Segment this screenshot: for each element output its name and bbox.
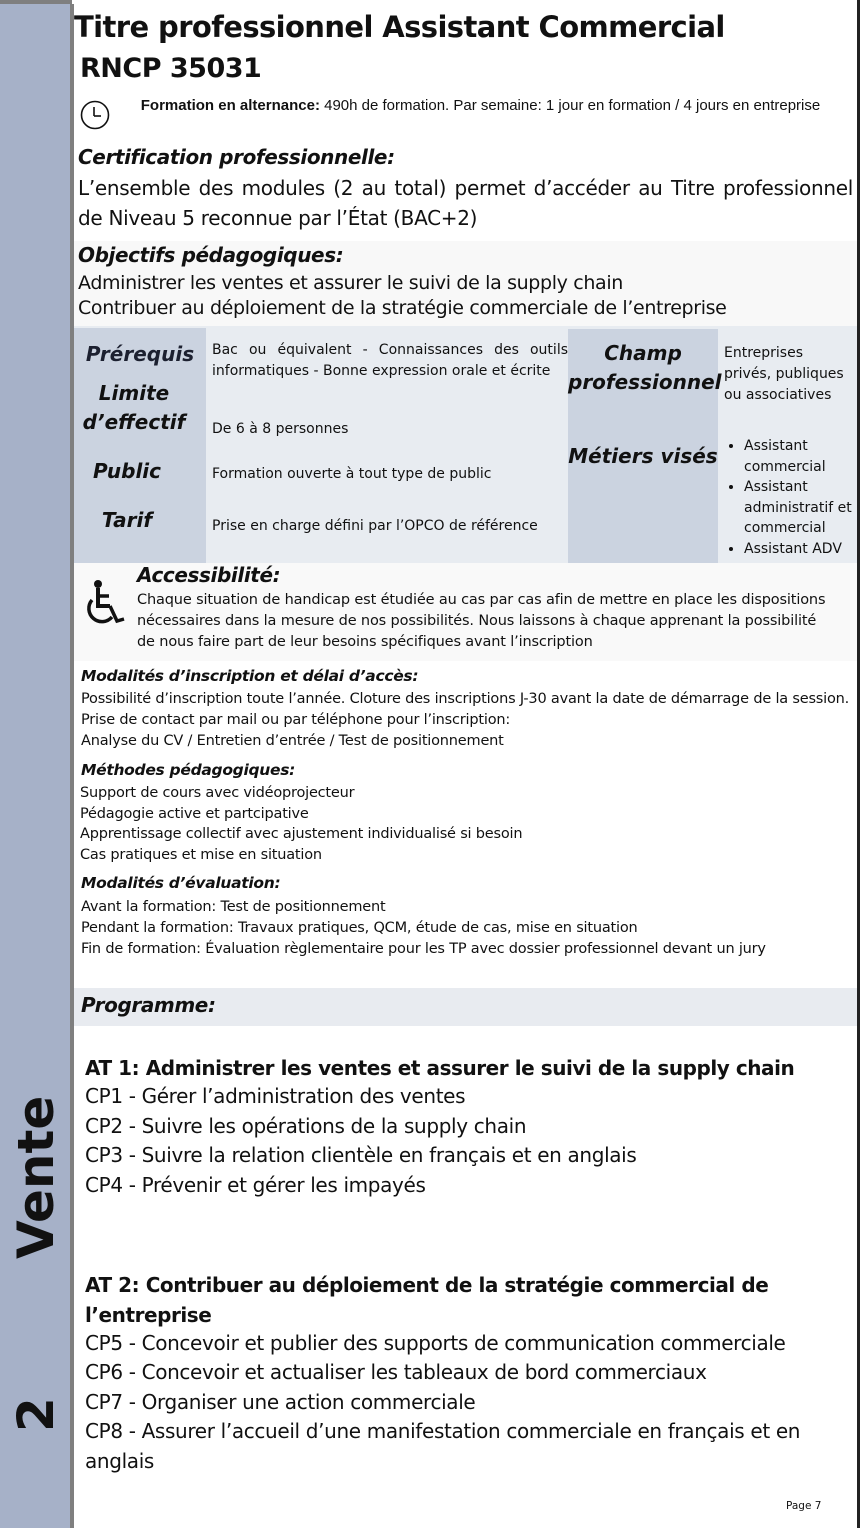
at2-title: AT 2: Contribuer au déploiement de la stratégie commercial de l’entreprise: [85, 1273, 769, 1327]
metiers-label: Métiers visés: [568, 444, 718, 468]
cp-item: CP8 - Assurer l’accueil d’une manifestation commerciale en français et en anglais: [85, 1419, 801, 1473]
accessibilite-text: Chaque situation de handicap est étudiée au cas par cas afin de mettre en place les dispositions nécessaires dans la mesure de nos possibilités. Nous laissons à chaque apprenant la possibilité de nous faire part de leur besoins spécifiques avant l’inscription: [137, 592, 826, 650]
inscription-line: Possibilité d’inscription toute l’année. Cloture des inscriptions J-30 avant la date de démarrage de la session.: [81, 691, 850, 707]
sidebar-label: Vente: [7, 1095, 65, 1259]
alternance-text: 490h de formation. Par semaine: 1 jour en formation / 4 jours en entreprise: [319, 97, 821, 114]
inscription-line: Prise de contact par mail ou par téléphone pour l’inscription:: [81, 712, 511, 728]
champ-value: Entreprises privés, publiques ou associatives: [724, 345, 844, 403]
limite-value: De 6 à 8 personnes: [212, 421, 349, 437]
accessibilite-heading: Accessibilité:: [137, 563, 281, 587]
champ-label-line2: professionnel: [568, 370, 722, 394]
page-number: Page 7: [786, 1500, 822, 1512]
metier-item: • Assistant commercial: [744, 436, 854, 477]
metier-item: • Assistant ADV: [744, 539, 854, 560]
methodes-heading: Méthodes pédagogiques:: [81, 761, 296, 779]
sidebar-band: [0, 4, 74, 1528]
clock-icon: [80, 100, 110, 130]
inscription-line: Analyse du CV / Entretien d’entrée / Test de positionnement: [81, 733, 504, 749]
inscription-heading: Modalités d’inscription et délai d’accès:: [81, 667, 419, 685]
objectif-item: Contribuer au déploiement de la stratégie commerciale de l’entreprise: [78, 297, 727, 319]
cp-item: CP7 - Organiser une action commerciale: [85, 1390, 476, 1414]
objectif-item: Administrer les ventes et assurer le suivi de la supply chain: [78, 272, 623, 294]
evaluation-heading: Modalités d’évaluation:: [81, 874, 281, 892]
cp-item: CP6 - Concevoir et actualiser les tableaux de bord commerciaux: [85, 1360, 707, 1384]
prerequis-value: Bac ou équivalent - Connaissances des outils informatiques - Bonne expression orale et écrite: [212, 342, 568, 379]
accessibilite-section: [74, 563, 857, 661]
methode-line: Support de cours avec vidéoprojecteur: [80, 785, 355, 801]
tarif-value: Prise en charge défini par l’OPCO de référence: [212, 518, 538, 534]
evaluation-line: Fin de formation: Évaluation règlementaire pour les TP avec dossier professionnel devant un jury: [81, 941, 766, 957]
programme-bar: [74, 988, 857, 1026]
objectifs-heading: Objectifs pédagogiques:: [78, 243, 344, 267]
info-table: [74, 326, 857, 563]
cp-item: CP4 - Prévenir et gérer les impayés: [85, 1173, 426, 1197]
limite-label-line2: d’effectif: [82, 410, 186, 434]
objectifs-section: [74, 241, 857, 326]
prerequis-label: Prérequis: [85, 342, 195, 366]
limite-label: [74, 379, 194, 437]
evaluation-line: Pendant la formation: Travaux pratiques, QCM, étude de cas, mise en situation: [81, 920, 638, 936]
sidebar-number: 2: [7, 1397, 65, 1432]
programme-heading: Programme:: [81, 993, 216, 1017]
cp-item: CP2 - Suivre les opérations de la supply chain: [85, 1114, 527, 1138]
certification-text: L’ensemble des modules (2 au total) permet d’accéder au Titre professionnel de Niveau 5 reconnue par l’État (BAC+2): [78, 176, 853, 230]
public-value: Formation ouverte à tout type de public: [212, 466, 492, 482]
alternance-info: [118, 95, 843, 117]
metiers-list: [724, 436, 854, 559]
cp-item: CP5 - Concevoir et publier des supports de communication commerciale: [85, 1331, 786, 1355]
rncp-code: RNCP 35031: [80, 53, 262, 84]
public-label: Public: [92, 459, 162, 483]
methode-line: Cas pratiques et mise en situation: [80, 847, 322, 863]
cp-item: CP1 - Gérer l’administration des ventes: [85, 1084, 466, 1108]
page-content: [74, 0, 857, 1528]
methode-line: Apprentissage collectif avec ajustement individualisé si besoin: [80, 826, 523, 842]
evaluation-line: Avant la formation: Test de positionnement: [81, 899, 386, 915]
at1-title: AT 1: Administrer les ventes et assurer le suivi de la supply chain: [85, 1056, 795, 1080]
metier-item: • Assistant administratif et commercial: [744, 477, 854, 539]
cp-item: CP3 - Suivre la relation clientèle en français et en anglais: [85, 1143, 637, 1167]
champ-label: [568, 339, 722, 397]
tarif-label: Tarif: [101, 508, 153, 532]
limite-label-line1: Limite: [98, 381, 170, 405]
page-title: Titre professionnel Assistant Commercial: [74, 10, 725, 44]
certification-heading: Certification professionnelle:: [78, 145, 395, 169]
methode-line: Pédagogie active et partcipative: [80, 806, 309, 822]
metiers-value: [724, 436, 854, 559]
champ-label-line1: Champ: [604, 341, 682, 365]
wheelchair-icon: [82, 579, 128, 629]
alternance-label: Formation en alternance:: [140, 97, 320, 114]
